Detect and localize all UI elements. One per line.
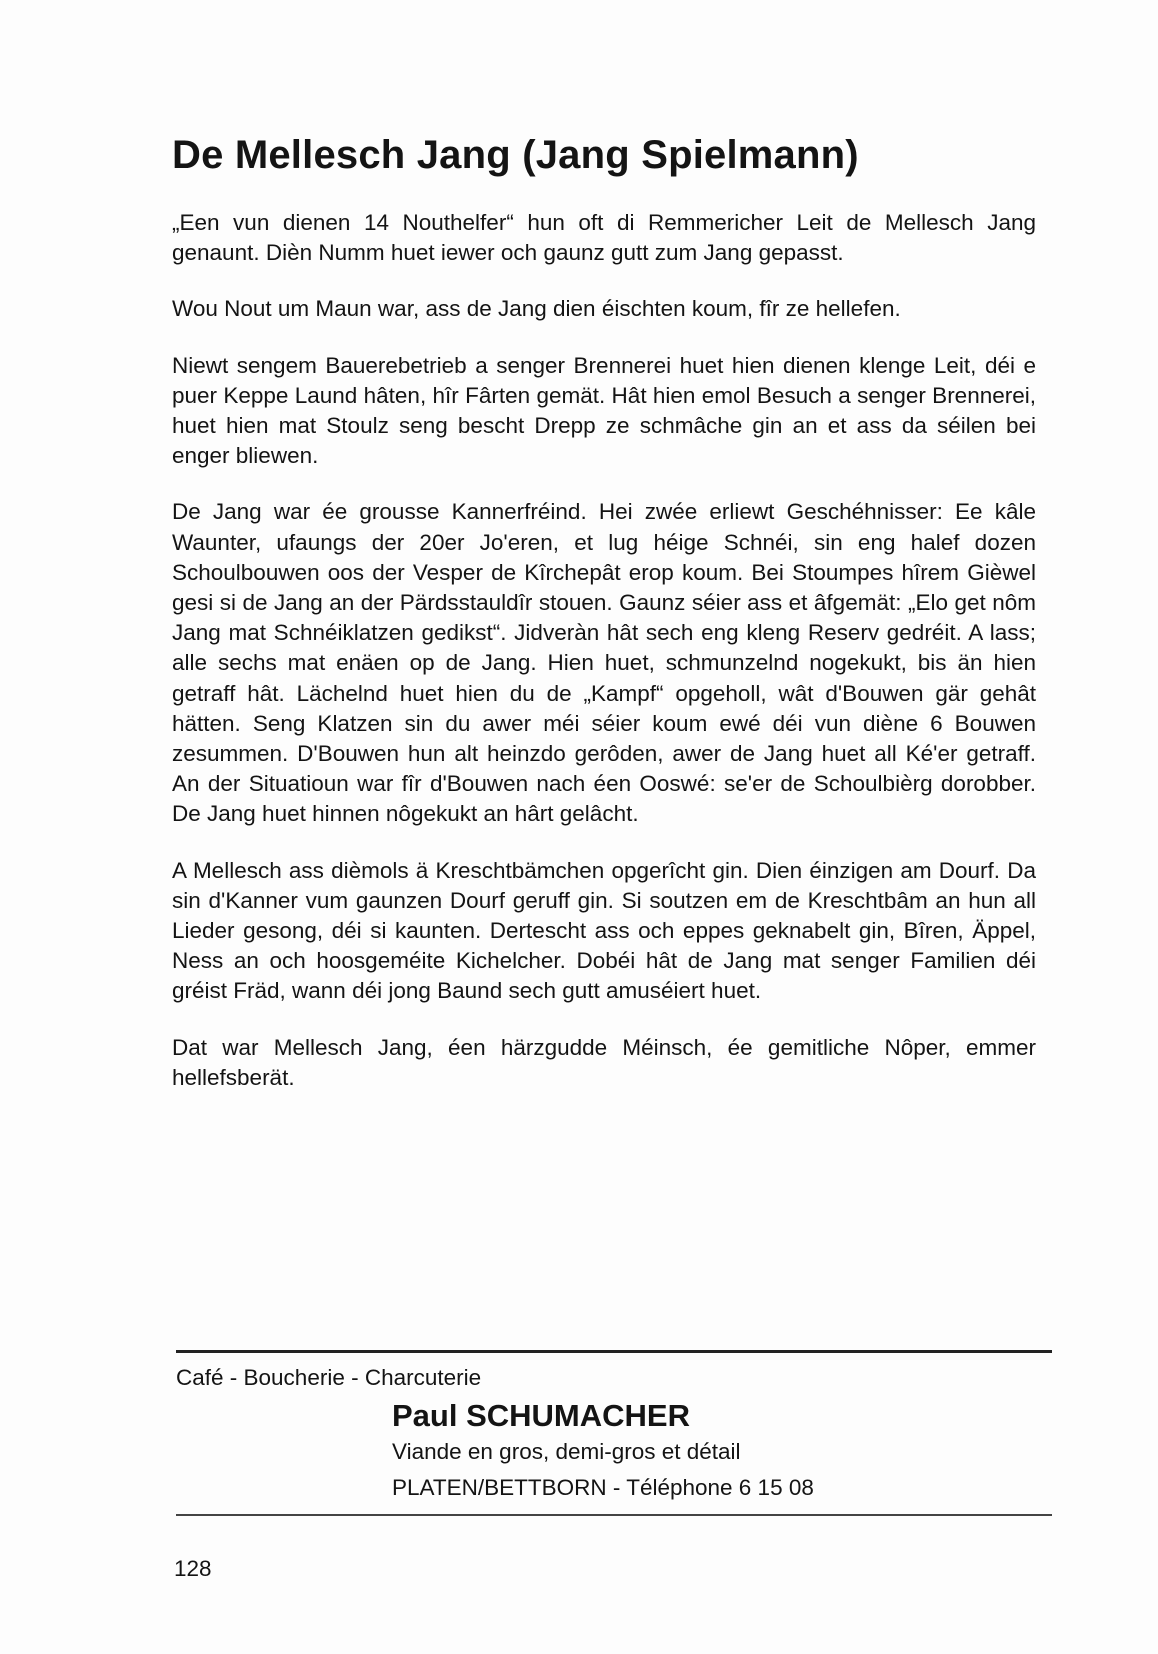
ad-address: PLATEN/BETTBORN - Téléphone 6 15 08: [392, 1475, 814, 1500]
article-paragraph: Wou Nout um Maun war, ass de Jang dien éischten koum, fîr ze hellefen.: [172, 296, 901, 322]
page-number: 128: [174, 1556, 212, 1581]
article-paragraph: A Mellesch ass dièmols ä Kreschtbämchen opgerîcht gin. Dien éinzigen am Dourf. Da sin d'Kanner vum gaunzen Dourf geruff gin. Si soutzen em de Kreschtbâm an hun all Lieder gesong, déi si kaunten. Dertescht ass och eppes geknabelt gin, Bîren, Äppel, Ness an och hoosgeméite Kichelcher. Dobéi hât de Jang mat senger Familien déi gréist Fräd, wann déi jong Baund sech gutt amuséiert huet.: [172, 857, 1036, 1004]
advertisement-box: [176, 1350, 1056, 1518]
article-paragraph: Niewt sengem Bauerebetrieb a senger Brennerei huet hien dienen klenge Leit, déi e puer Keppe Laund hâten, hîr Fârten gemät. Hât hien emol Besuch a senger Brennerei, huet hien mat Stoulz seng bescht Drepp ze schmâche gin an et ass da séilen bei enger bliewen.: [172, 352, 1036, 469]
ad-top-rule: [176, 1350, 1052, 1353]
ad-description: Viande en gros, demi-gros et détail: [392, 1439, 741, 1464]
article-body: [172, 208, 1036, 1119]
ad-business-name: Paul SCHUMACHER: [392, 1398, 690, 1433]
article-paragraph: Dat war Mellesch Jang, éen härzgudde Méinsch, ée gemitliche Nôper, emmer hellefsberät.: [172, 1034, 1036, 1090]
article-paragraph: De Jang war ée grousse Kannerfréind. Hei zwée erliewt Geschéhnisser: Ee kâle Waunter, ufaungs der 20er Jo'eren, et lug héige Schnéi, sin eng halef dozen Schoulbouwen oos der Vesper de Kîrchepât erop koum. Bei Stoumpes hîrem Gièwel gesi si de Jang an der Pärdsstauldîr stouen. Gaunz séier ass et âfgemät: „Elo get nôm Jang mat Schnéiklatzen gedikst“. Jidveràn hât sech eng kleng Reserv gedréit. A lass; alle sechs mat enäen op de Jang. Hien huet, schmunzelnd nogekukt, bis än hien getraff hât. Lächelnd huet hien du de „Kampf“ opgeholl, wât d'Bouwen gär gehât hätten. Seng Klatzen sin du awer méi séier koum ewé déi vun diène 6 Bouwen zesummen. D'Bouwen hun alt heinzdo gerôden, awer de Jang huet all Ké'er getraff. An der Situatioun war fîr d'Bouwen nach éen Ooswé: se'er de Schoulbièrg dorobber. De Jang huet hinnen nôgekukt an hârt gelâcht.: [172, 499, 1036, 827]
ad-bottom-rule: [176, 1514, 1052, 1516]
ad-category: Café - Boucherie - Charcuterie: [176, 1365, 482, 1390]
article-title: De Mellesch Jang (Jang Spielmann): [172, 133, 859, 177]
article-paragraph: „Een vun dienen 14 Nouthelfer“ hun oft di Remmericher Leit de Mellesch Jang genaunt. Dièn Numm huet iewer och gaunz gutt zum Jang gepasst.: [172, 210, 1036, 266]
